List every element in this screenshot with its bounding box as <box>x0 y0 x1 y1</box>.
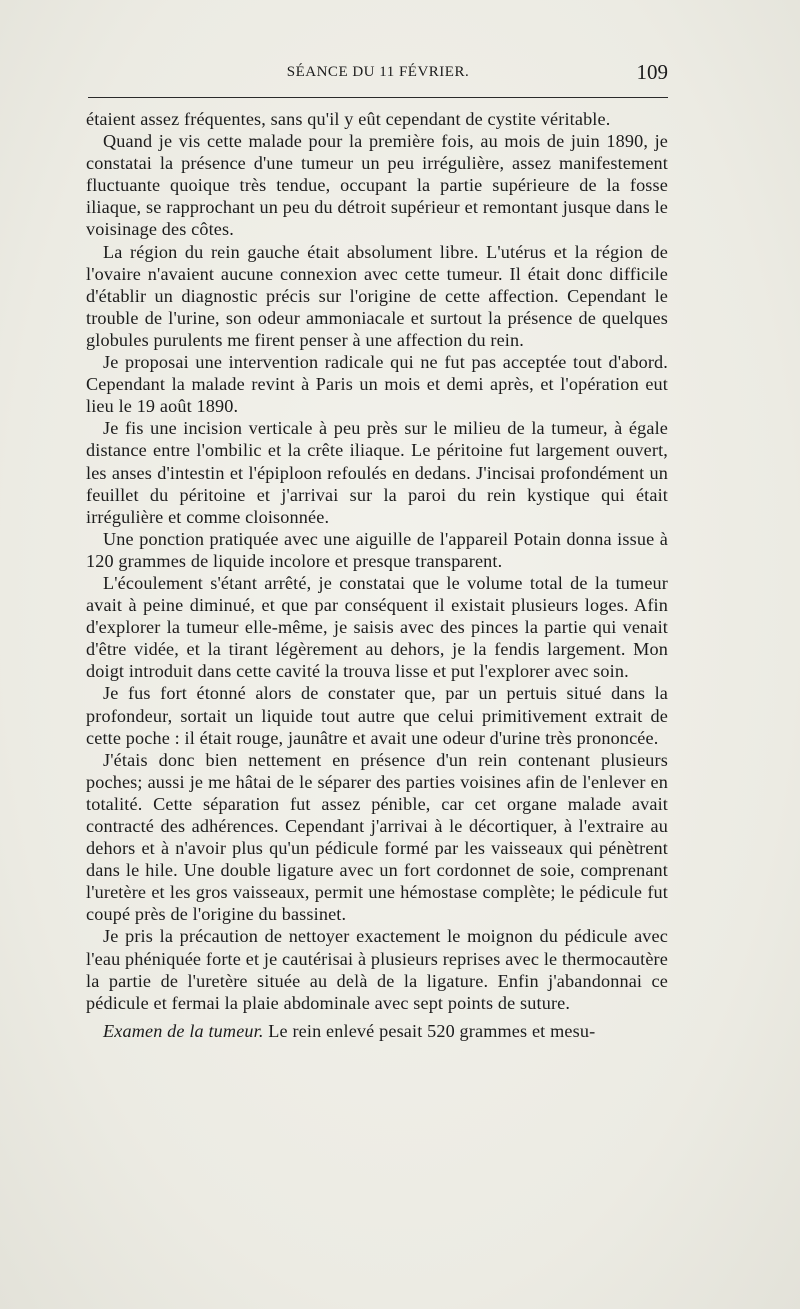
running-title: SÉANCE DU 11 FÉVRIER. <box>286 64 470 80</box>
paragraph: Une ponction pratiquée avec une aiguille de l'appareil Potain donna issue à 120 grammes de liquide incolore et presque transparent. <box>86 528 668 571</box>
paragraph: Je fus fort étonné alors de constater que, par un pertuis situé dans la profondeur, sortait un liquide tout autre que celui primitivement extrait de cette poche : il était rouge, jaunâtre et avait une odeur d'urine très prononcée. <box>86 683 668 748</box>
section-paragraph <box>86 1020 668 1042</box>
paragraph: L'écoulement s'étant arrêté, je constatai que le volume total de la tumeur avait à peine diminué, et que par conséquent il existait plusieurs loges. Afin d'explorer la tumeur elle-même, je saisis avec des pinces la partie qui venait d'être vidée, et la tirant légèrement au dehors, je la fendis largement. Mon doigt introduit dans cette cavité la trouva lisse et put l'explorer avec soin. <box>86 572 668 682</box>
body-text <box>86 108 668 1042</box>
paragraph: La région du rein gauche était absolument libre. L'utérus et la région de l'ovaire n'avaient aucune connexion avec cette tumeur. Il était donc difficile d'établir un diagnostic précis sur l'origine de cette affection. Cependant le trouble de l'urine, son odeur ammoniacale et surtout la présence de quelques globules purulents me firent penser à une affection du rein. <box>86 241 668 350</box>
section-text: Le rein enlevé pesait 520 grammes et mesu- <box>263 1020 596 1041</box>
paragraph: Je pris la précaution de nettoyer exactement le moignon du pédicule avec l'eau phéniquée forte et je cautérisai à plusieurs reprises avec le thermocautère la partie de l'uretère située au delà de la ligature. Enfin j'abandonnai ce pédicule et fermai la plaie abdominale avec sept points de suture. <box>86 926 668 1013</box>
paragraph: Je proposai une intervention radicale qui ne fut pas acceptée tout d'abord. Cependant la malade revint à Paris un mois et demi après, et l'opération eut lieu le 19 août 1890. <box>86 352 668 417</box>
page-header <box>88 60 668 90</box>
paragraph: J'étais donc bien nettement en présence d'un rein contenant plusieurs poches; aussi je me hâtai de le séparer des parties voisines afin de l'enlever en totalité. Cette séparation fut assez pénible, car cet organe malade avait contracté des adhérences. Cependant j'arrivai à le décortiquer, à l'extraire au dehors et à n'avoir plus qu'un pédicule formé par les vaisseaux qui pénètrent dans le hile. Une double ligature avec un fort cordonnet de soie, comprenant l'uretère et les gros vaisseaux, permit une hémostase complète; le pédicule fut coupé près de l'origine du bassinet. <box>86 749 668 925</box>
header-rule <box>88 97 668 98</box>
paragraph: étaient assez fréquentes, sans qu'il y eût cependant de cystite véritable. <box>86 109 611 129</box>
section-heading: Examen de la tumeur. <box>103 1020 264 1041</box>
page-number: 109 <box>636 60 668 84</box>
paragraph: Quand je vis cette malade pour la première fois, au mois de juin 1890, je constatai la présence d'une tumeur un peu irrégulière, assez manifestement fluctuante quoique très tendue, occupant la partie supérieure de la fosse iliaque, se rapprochant un peu du détroit supérieur et remontant jusque dans le voisinage des côtes. <box>86 131 668 240</box>
paragraph: Je fis une incision verticale à peu près sur le milieu de la tumeur, à égale distance entre l'ombilic et la crête iliaque. Le péritoine fut largement ouvert, les anses d'intestin et l'épiploon refoulés en dedans. J'incisai profondément un feuillet du péritoine et j'arrivai sur la paroi du rein kystique qui était irrégulière et comme cloisonnée. <box>86 418 668 527</box>
